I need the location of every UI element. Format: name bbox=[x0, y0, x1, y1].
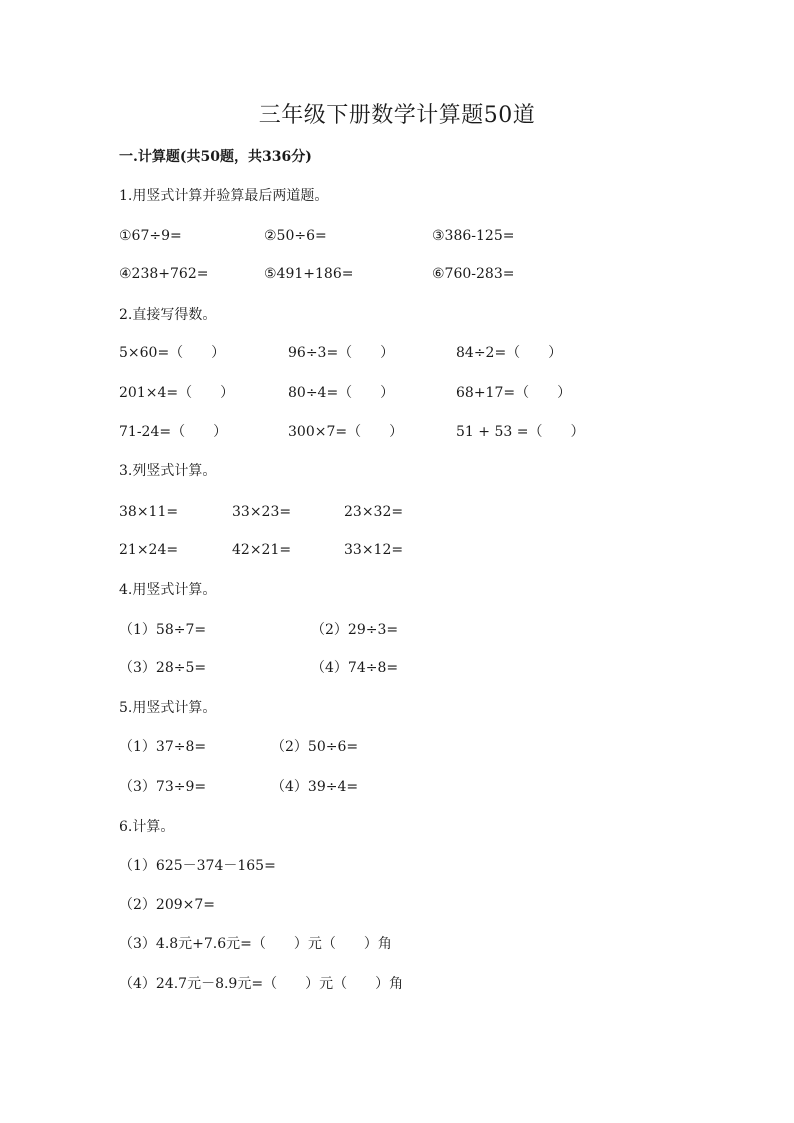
q4-item: （4）74÷8= bbox=[311, 660, 399, 676]
question-6-heading: 6.计算。 bbox=[119, 819, 175, 835]
q1-item: ③386-125= bbox=[432, 228, 515, 244]
q6-item: （1）625－374－165= bbox=[119, 858, 276, 874]
q2-item: 201×4=（ ） bbox=[119, 385, 235, 401]
q5-item: （2）50÷6= bbox=[271, 739, 359, 755]
q5-item: （3）73÷9= bbox=[119, 779, 207, 795]
q4-item: （2）29÷3= bbox=[311, 622, 399, 638]
q3-item: 42×21= bbox=[232, 542, 292, 558]
q2-item: 300×7=（ ） bbox=[288, 424, 404, 440]
question-4-heading: 4.用竖式计算。 bbox=[119, 582, 217, 598]
q2-item: 5×60=（ ） bbox=[119, 345, 226, 361]
question-5-heading: 5.用竖式计算。 bbox=[119, 700, 217, 716]
q3-item: 33×12= bbox=[344, 542, 404, 558]
q1-item: ⑥760-283= bbox=[432, 266, 515, 282]
q4-item: （1）58÷7= bbox=[119, 622, 207, 638]
q2-item: 68+17=（ ） bbox=[456, 385, 572, 401]
q1-item: ②50÷6= bbox=[264, 228, 327, 244]
question-3-heading: 3.列竖式计算。 bbox=[119, 463, 217, 479]
q1-item: ⑤491+186= bbox=[264, 266, 354, 282]
q3-item: 33×23= bbox=[232, 504, 292, 520]
q2-item: 84÷2=（ ） bbox=[456, 345, 563, 361]
q5-item: （1）37÷8= bbox=[119, 739, 207, 755]
q3-item: 21×24= bbox=[119, 542, 179, 558]
q2-item: 96÷3=（ ） bbox=[288, 345, 395, 361]
q4-item: （3）28÷5= bbox=[119, 660, 207, 676]
question-1-heading: 1.用竖式计算并验算最后两道题。 bbox=[119, 188, 329, 204]
q6-item: （4）24.7元－8.9元=（ ）元（ ）角 bbox=[119, 976, 404, 992]
q5-item: （4）39÷4= bbox=[271, 779, 359, 795]
q2-item: 80÷4=（ ） bbox=[288, 385, 395, 401]
page-title: 三年级下册数学计算题50道 bbox=[258, 103, 536, 128]
question-2-heading: 2.直接写得数。 bbox=[119, 307, 217, 323]
q2-item: 71-24=（ ） bbox=[119, 424, 228, 440]
q6-item: （2）209×7= bbox=[119, 897, 215, 913]
q6-item: （3）4.8元+7.6元=（ ）元（ ）角 bbox=[119, 936, 392, 952]
q1-item: ①67÷9= bbox=[119, 228, 182, 244]
q3-item: 38×11= bbox=[119, 504, 179, 520]
q2-item: 51 + 53 =（ ） bbox=[456, 424, 585, 440]
q1-item: ④238+762= bbox=[119, 266, 209, 282]
q3-item: 23×32= bbox=[344, 504, 404, 520]
section-heading: 一.计算题(共50题，共336分) bbox=[119, 149, 312, 165]
